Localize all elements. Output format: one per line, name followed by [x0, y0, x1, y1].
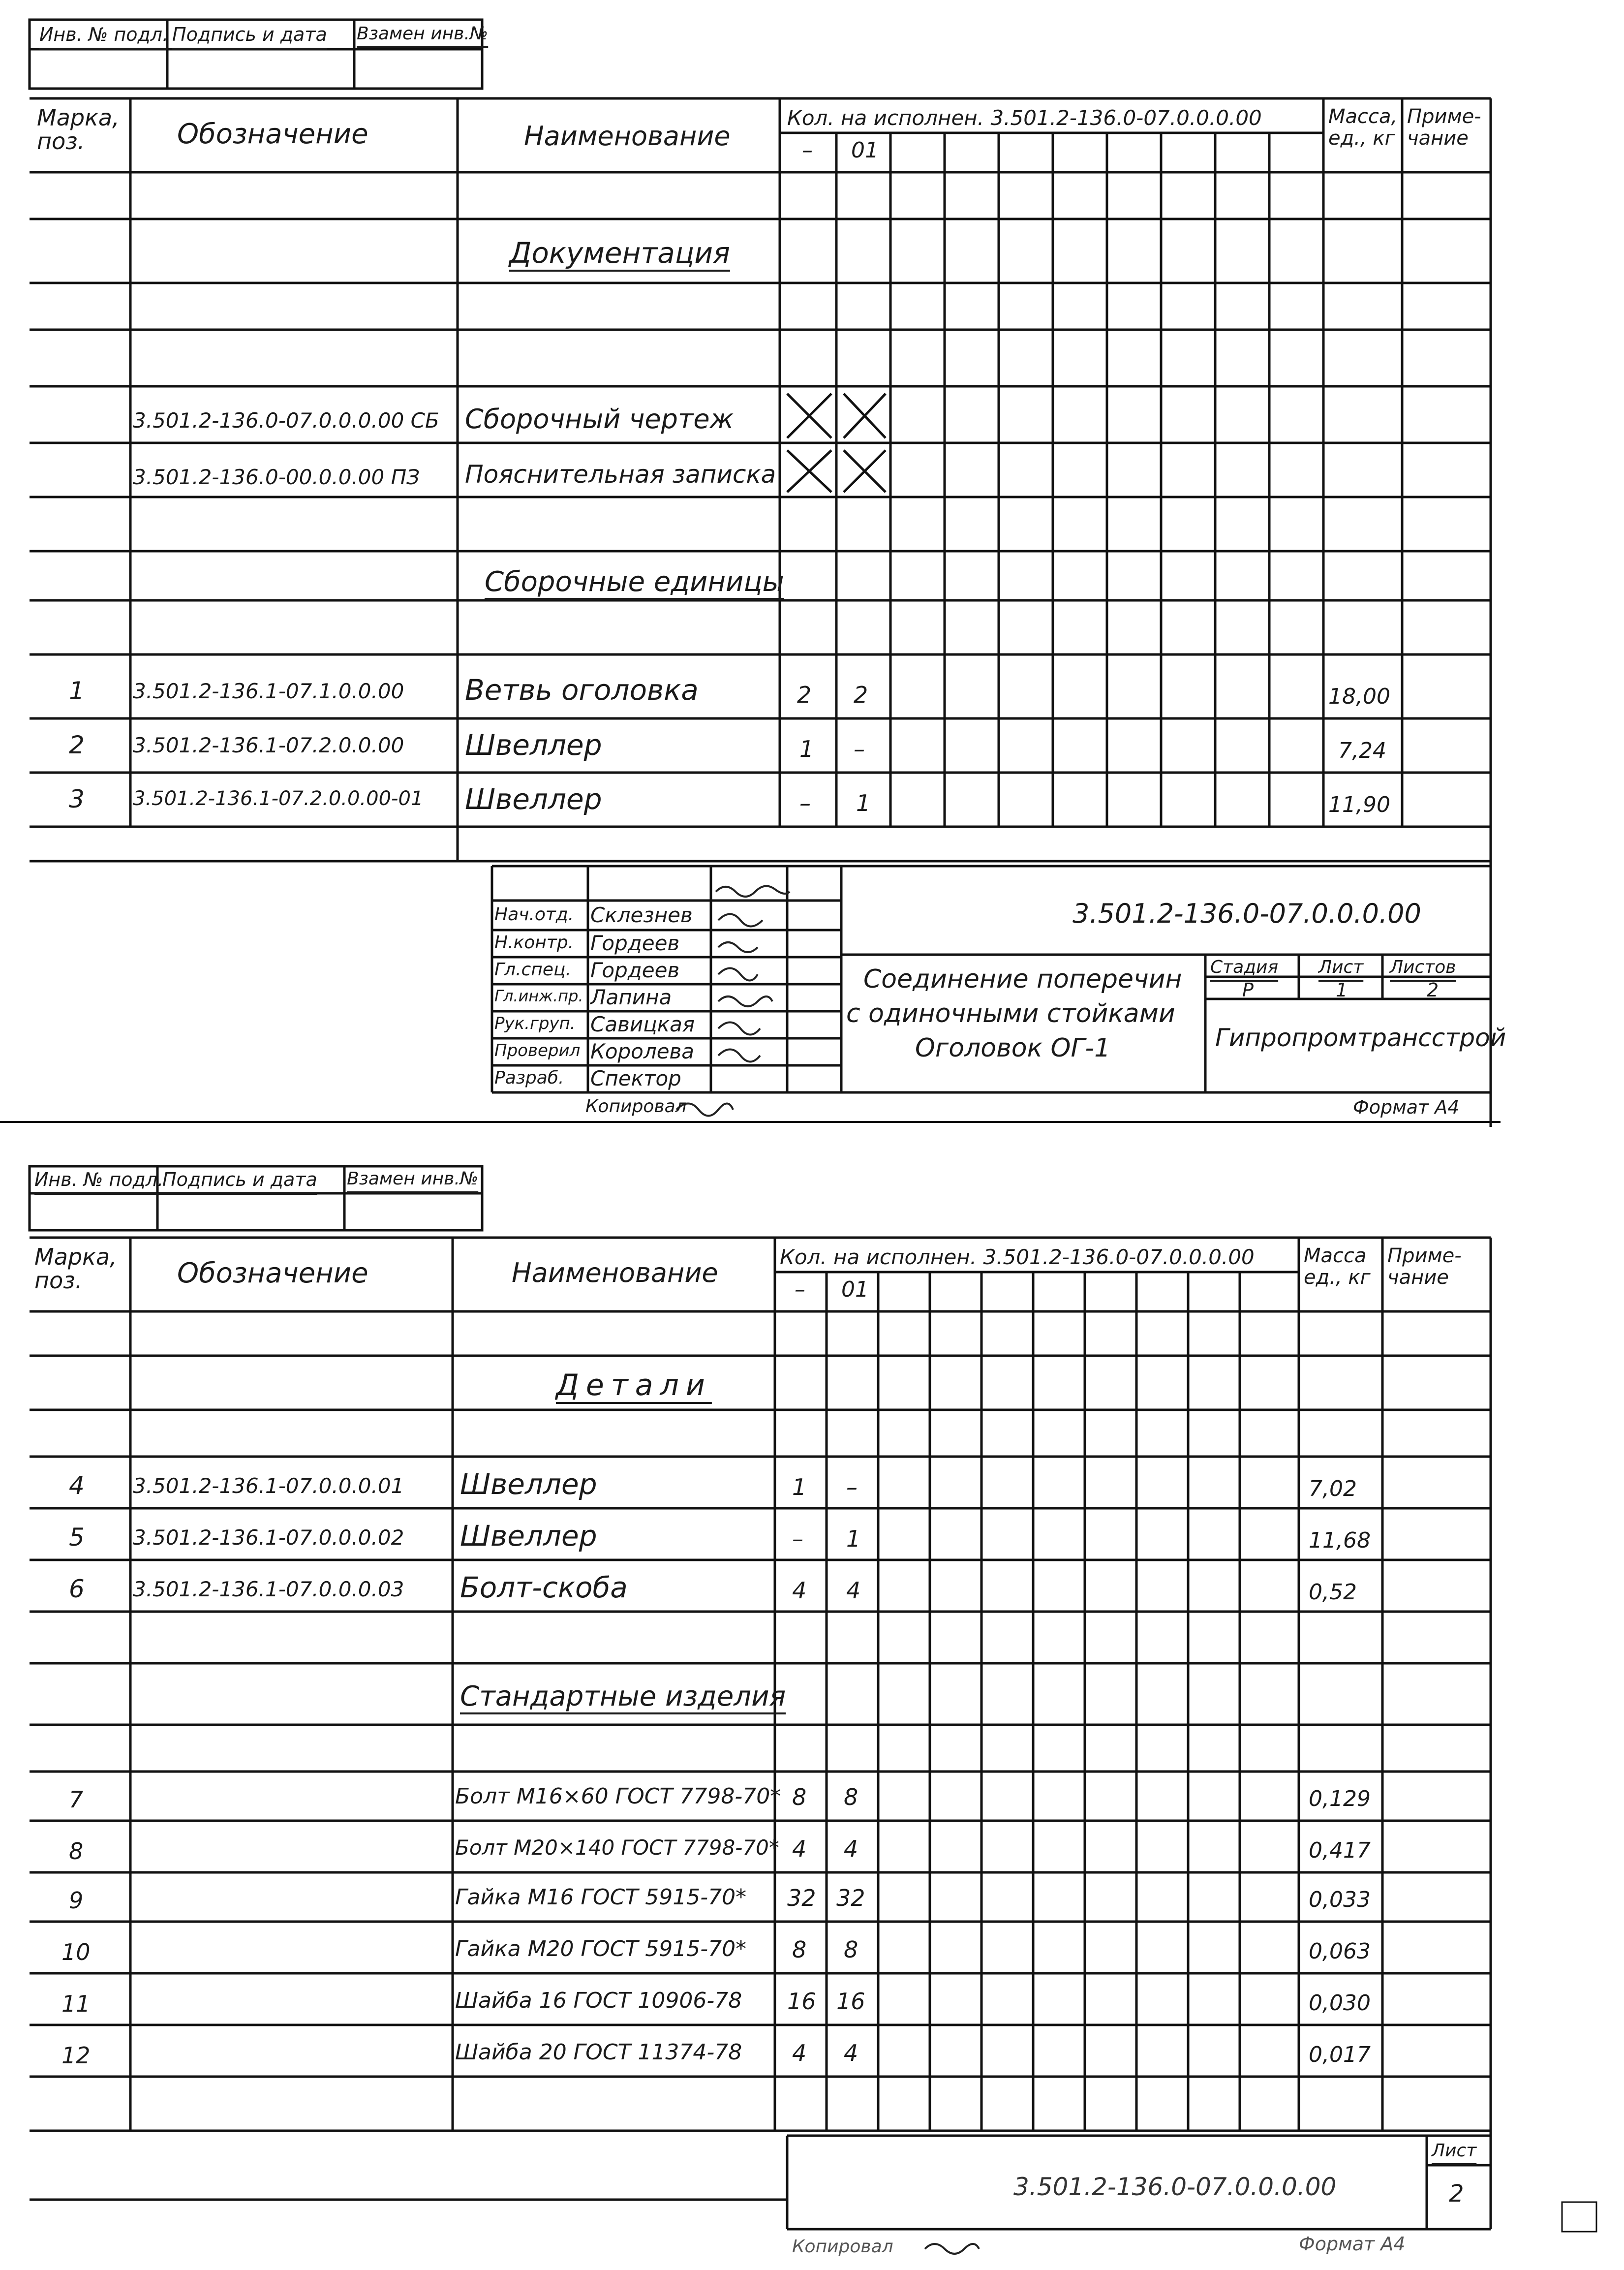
header-designation: Обозначение — [177, 118, 368, 150]
header-mark: Марка, поз. — [34, 1244, 117, 1294]
row-2-q1: 1 — [799, 736, 814, 762]
footer-sheet-label: Лист — [1432, 2141, 1477, 2161]
header-mass: Масса, ед., кг — [1328, 105, 1398, 150]
row-4-mass: 7,02 — [1309, 1476, 1357, 1501]
row-2-name: Швеллер — [465, 728, 602, 762]
stamp-label-inv: Инв. № подл. — [34, 1169, 164, 1190]
row-12-name: Шайба 20 ГОСТ 11374-78 — [455, 2040, 742, 2065]
row-11-mass: 0,030 — [1309, 1990, 1371, 2016]
row-5-name: Швеллер — [460, 1519, 597, 1553]
stamp-label-inv: Инв. № подл. — [39, 24, 169, 45]
row-12-q1: 4 — [792, 2040, 807, 2066]
tb-title-line-1: Соединение поперечин — [863, 964, 1182, 994]
header-qty-sub-2: 01 — [851, 138, 879, 163]
row-9-name: Гайка М16 ГОСТ 5915-70* — [455, 1885, 747, 1910]
row-5-q2: 1 — [846, 1525, 861, 1552]
tb-name-5: Савицкая — [590, 1012, 695, 1036]
section-standard: Стандартные изделия — [460, 1680, 786, 1712]
doc-row-1-name: Сборочный чертеж — [465, 404, 734, 435]
row-8-name: Болт М20×140 ГОСТ 7798-70* — [455, 1835, 779, 1860]
tb-name-7: Спектор — [590, 1066, 681, 1090]
tb-role-2: Н.контр. — [494, 933, 574, 953]
row-9-q2: 32 — [836, 1885, 865, 1911]
stamp-label-signature: Подпись и дата — [172, 24, 327, 45]
row-10-mark: 10 — [61, 1939, 91, 1965]
row-11-q1: 16 — [787, 1988, 816, 2015]
doc-row-2-designation: 3.501.2-136.0-00.0.0.00 ПЗ — [133, 465, 420, 489]
row-2-mass: 7,24 — [1338, 738, 1386, 763]
sheet-2-grid — [0, 1147, 1624, 2270]
row-2-mark: 2 — [69, 731, 85, 759]
tb-name-6: Королева — [590, 1039, 695, 1063]
row-9-mass: 0,033 — [1309, 1887, 1371, 1912]
row-1-q2: 2 — [854, 682, 868, 708]
row-11-name: Шайба 16 ГОСТ 10906-78 — [455, 1988, 742, 2013]
row-4-designation: 3.501.2-136.1-07.0.0.0.01 — [133, 1474, 404, 1498]
tb-name-4: Лапина — [590, 985, 672, 1009]
tb-stage-label: Стадия — [1210, 957, 1279, 977]
header-qty-sub-1: – — [795, 1277, 805, 1302]
row-3-mass: 11,90 — [1328, 792, 1390, 817]
tb-name-2: Гордеев — [590, 931, 680, 955]
row-5-mark: 5 — [69, 1523, 85, 1552]
footer-copied: Копировал — [792, 2237, 893, 2257]
row-6-name: Болт-скоба — [460, 1571, 628, 1604]
row-7-name: Болт М16×60 ГОСТ 7798-70* — [455, 1784, 781, 1809]
row-6-q1: 4 — [792, 1577, 807, 1604]
row-4-q1: 1 — [792, 1474, 807, 1500]
row-2-q2: – — [854, 736, 865, 762]
doc-row-1-designation: 3.501.2-136.0-07.0.0.0.00 СБ — [133, 408, 439, 433]
stamp-label-replace: Взамен инв.№ — [347, 1169, 479, 1189]
tb-role-4: Гл.инж.пр. — [494, 987, 583, 1005]
row-3-name: Швеллер — [465, 782, 602, 816]
row-10-q1: 8 — [792, 1936, 807, 1963]
tb-sheets: 2 — [1427, 979, 1439, 1001]
tb-name-1: Склезнев — [590, 903, 693, 927]
header-name: Наименование — [524, 121, 731, 152]
signatures — [676, 886, 790, 1116]
row-7-q2: 8 — [844, 1784, 858, 1810]
footer-doc-code: 3.501.2-136.0-07.0.0.0.00 — [1013, 2173, 1337, 2201]
header-note: Приме- чание — [1407, 105, 1481, 150]
row-8-mark: 8 — [69, 1838, 84, 1865]
stamp-label-replace: Взамен инв.№ — [357, 24, 489, 44]
row-1-q1: 2 — [797, 682, 812, 708]
header-qty-sub-2: 01 — [841, 1277, 869, 1302]
tb-role-6: Проверил — [494, 1041, 581, 1060]
header-name: Наименование — [512, 1257, 718, 1288]
row-8-q1: 4 — [792, 1835, 807, 1862]
row-6-q2: 4 — [846, 1577, 861, 1604]
row-5-q1: – — [792, 1525, 803, 1552]
tb-doc-code: 3.501.2-136.0-07.0.0.0.00 — [1072, 898, 1421, 929]
row-4-name: Швеллер — [460, 1467, 597, 1501]
footer-sheet: 2 — [1449, 2180, 1464, 2208]
tb-sheet: 1 — [1336, 979, 1348, 1001]
row-5-designation: 3.501.2-136.1-07.0.0.0.02 — [133, 1525, 404, 1550]
row-7-mark: 7 — [69, 1786, 84, 1813]
section-documentation: Документация — [509, 236, 730, 270]
header-qty: Кол. на исполнен. 3.501.2-136.0-07.0.0.0.00 — [787, 106, 1262, 130]
header-qty: Кол. на исполнен. 3.501.2-136.0-07.0.0.0.00 — [780, 1245, 1255, 1269]
section-details: Детали — [556, 1368, 712, 1402]
doc-row-2-name: Пояснительная записка — [465, 460, 776, 489]
copy-signature — [925, 2244, 979, 2254]
row-11-q2: 16 — [836, 1988, 865, 2015]
row-12-q2: 4 — [844, 2040, 858, 2066]
tb-org: Гипропромтрансстрой — [1215, 1024, 1506, 1052]
tb-role-7: Разраб. — [494, 1068, 564, 1088]
tb-title-line-3: Оголовок ОГ-1 — [915, 1033, 1111, 1063]
tb-stage: Р — [1242, 979, 1254, 1001]
row-1-name: Ветвь оголовка — [465, 673, 699, 707]
row-3-q1: – — [799, 790, 811, 816]
row-7-q1: 8 — [792, 1784, 807, 1810]
row-4-q2: – — [846, 1474, 858, 1500]
tb-role-5: Рук.груп. — [494, 1014, 576, 1033]
row-10-q2: 8 — [844, 1936, 858, 1963]
row-1-mark: 1 — [69, 677, 85, 705]
row-2-designation: 3.501.2-136.1-07.2.0.0.00 — [133, 733, 404, 757]
tb-role-3: Гл.спец. — [494, 960, 571, 980]
row-4-mark: 4 — [69, 1471, 85, 1500]
row-5-mass: 11,68 — [1309, 1528, 1371, 1553]
row-9-mark: 9 — [69, 1887, 84, 1914]
row-3-mark: 3 — [69, 785, 85, 813]
header-mark: Марка, поз. — [37, 104, 120, 155]
row-6-designation: 3.501.2-136.1-07.0.0.0.03 — [133, 1577, 404, 1601]
row-3-q2: 1 — [856, 790, 871, 816]
row-8-mass: 0,417 — [1309, 1838, 1371, 1863]
spec-sheet-2 — [0, 1147, 1624, 2270]
row-1-mass: 18,00 — [1328, 684, 1390, 709]
row-6-mark: 6 — [69, 1575, 85, 1603]
tb-sheet-label: Лист — [1318, 957, 1364, 977]
tb-role-1: Нач.отд. — [494, 904, 574, 925]
row-10-mass: 0,063 — [1309, 1939, 1371, 1964]
row-12-mass: 0,017 — [1309, 2042, 1371, 2067]
footer-format: Формат А4 — [1299, 2233, 1406, 2255]
header-designation: Обозначение — [177, 1257, 368, 1289]
header-note: Приме- чание — [1387, 1244, 1462, 1289]
row-8-q2: 4 — [844, 1835, 858, 1862]
row-9-q1: 32 — [787, 1885, 816, 1911]
row-11-mark: 11 — [61, 1990, 91, 2017]
section-assembly-units: Сборочные единицы — [485, 566, 784, 598]
stamp-label-signature: Подпись и дата — [162, 1169, 317, 1190]
header-qty-sub-1: – — [802, 138, 813, 163]
row-7-mass: 0,129 — [1309, 1786, 1371, 1811]
header-mass: Масса ед., кг — [1304, 1244, 1371, 1289]
tb-format: Формат А4 — [1353, 1096, 1460, 1118]
row-12-mark: 12 — [61, 2042, 91, 2069]
row-10-name: Гайка М20 ГОСТ 5915-70* — [455, 1936, 747, 1961]
row-6-mass: 0,52 — [1309, 1580, 1357, 1605]
tb-name-3: Гордеев — [590, 958, 680, 982]
row-1-designation: 3.501.2-136.1-07.1.0.0.00 — [133, 679, 404, 703]
tb-copied: Копировал — [585, 1096, 687, 1117]
tb-sheets-label: Листов — [1390, 957, 1456, 977]
row-3-designation: 3.501.2-136.1-07.2.0.0.00-01 — [133, 787, 424, 810]
tb-title-line-2: с одиночными стойками — [846, 999, 1175, 1028]
